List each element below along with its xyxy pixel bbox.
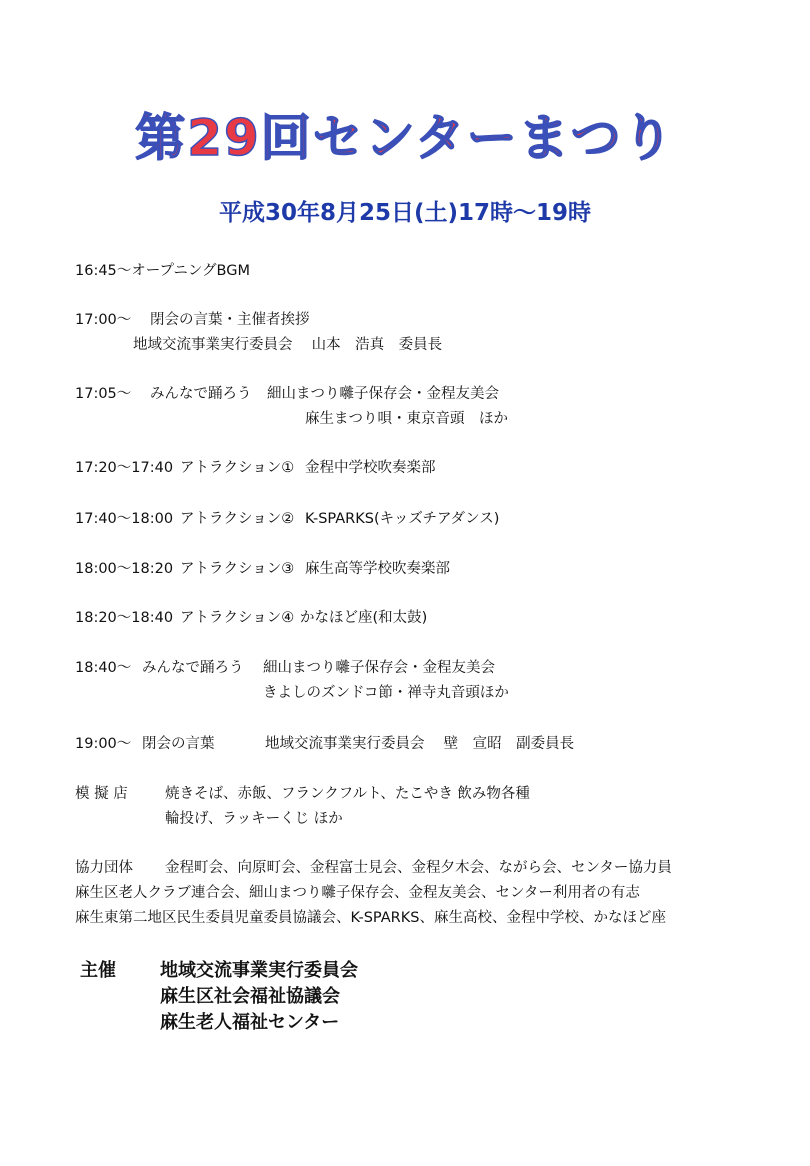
schedule-event: みんなで踊ろう xyxy=(142,660,244,676)
schedule-performer: 細山まつり囃子保存会・金程友美会 xyxy=(267,386,499,402)
schedule-time: 17:40～18:00 xyxy=(75,511,174,527)
schedule-performer: 地域交流事業実行委員会 山本 浩真 委員長 xyxy=(133,337,443,353)
schedule-performer-detail: きよしのズンドコ節・禅寺丸音頭ほか xyxy=(263,685,509,701)
schedule-time: 17:05～ xyxy=(75,386,132,402)
cooperation-label: 協力団体 xyxy=(75,860,133,876)
organizer-line: 麻生区社会福祉協議会 xyxy=(160,986,340,1007)
schedule-event: 閉会の言葉 xyxy=(142,736,215,752)
schedule-performer: かなほど座(和太鼓) xyxy=(300,610,428,626)
schedule-time: 17:20～17:40 xyxy=(75,460,174,476)
schedule-performer: 地域交流事業実行委員会 壁 宣昭 副委員長 xyxy=(265,736,575,752)
schedule-event: 閉会の言葉・主催者挨拶 xyxy=(150,312,310,328)
stalls-line: 輪投げ、ラッキーくじ ほか xyxy=(165,811,343,827)
schedule-time: 18:40～ xyxy=(75,660,132,676)
schedule-time: 19:00～ xyxy=(75,736,132,752)
schedule-event: アトラクション① xyxy=(180,460,295,476)
organizer-label: 主催 xyxy=(80,960,116,981)
schedule-performer: K-SPARKS(キッズチアダンス) xyxy=(305,511,500,527)
flyer-title: 第29回センターまつり xyxy=(135,109,675,167)
cooperation-line: 麻生区老人クラブ連合会、細山まつり囃子保存会、金程友美会、センター利用者の有志 xyxy=(75,885,640,901)
stalls-label: 模 擬 店 xyxy=(75,786,128,802)
schedule-opening: 16:45～オープニングBGM xyxy=(75,263,250,279)
organizer-line: 麻生老人福祉センター xyxy=(160,1012,340,1033)
schedule-event: アトラクション③ xyxy=(180,561,295,577)
cooperation-line: 金程町会、向原町会、金程富士見会、金程夕木会、ながら会、センター協力員 xyxy=(165,860,672,876)
schedule-performer: 金程中学校吹奏楽部 xyxy=(305,460,436,476)
schedule-event: みんなで踊ろう xyxy=(150,386,252,402)
schedule-time: 18:00～18:20 xyxy=(75,561,174,577)
schedule-performer: 細山まつり囃子保存会・金程友美会 xyxy=(263,660,495,676)
flyer-date: 平成30年8月25日(土)17時～19時 xyxy=(218,200,592,226)
schedule-performer-detail: 麻生まつり唄・東京音頭 ほか xyxy=(305,411,508,427)
schedule-time: 18:20～18:40 xyxy=(75,610,174,626)
cooperation-line: 麻生東第二地区民生委員児童委員協議会、K-SPARKS、麻生高校、金程中学校、かなほど座 xyxy=(75,910,666,926)
schedule-performer: 麻生高等学校吹奏楽部 xyxy=(305,561,450,577)
stalls-line: 焼きそば、赤飯、フランクフルト、たこやき 飲み物各種 xyxy=(165,786,530,802)
schedule-event: アトラクション② xyxy=(180,511,295,527)
schedule-event: アトラクション④ xyxy=(180,610,295,626)
schedule-time: 17:00～ xyxy=(75,312,132,328)
organizer-line: 地域交流事業実行委員会 xyxy=(160,960,358,981)
